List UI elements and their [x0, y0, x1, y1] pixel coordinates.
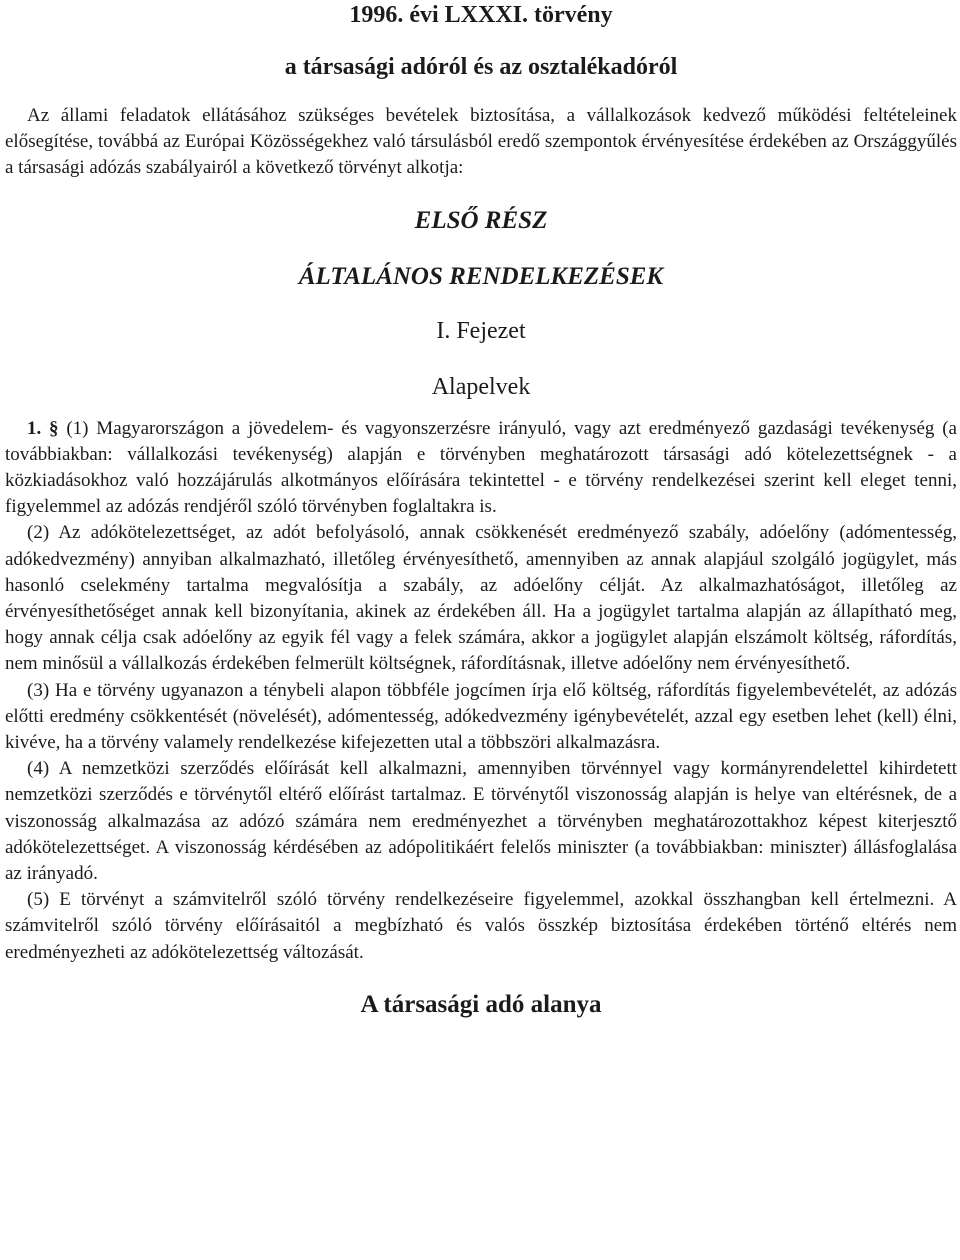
principles-heading: Alapelvek [431, 373, 531, 400]
general-provisions-heading: ÁLTALÁNOS RENDELKEZÉSEK [298, 262, 664, 290]
paragraph-1 [5, 416, 957, 521]
law-subtitle: a társasági adóról és az osztalékadóról [284, 54, 678, 80]
law-title: 1996. évi LXXXI. törvény [349, 2, 613, 28]
paragraph-3: (3) Ha e törvény ugyanazon a ténybeli alapon többféle jogcímen írja elő költség, ráfordítás figyelembevételét, az adózás előtti eredmény csökkentését (növelését), adómentesség, adókedvezmény igénybevételét, azzal egy esetben lehet (kell) élni, kivéve, ha a törvény valamely rendelkezése kifejezetten utal a többszöri alkalmazásra. [5, 679, 957, 754]
preamble-text: Az állami feladatok ellátásához szükséges bevételek biztosítása, a vállalkozások kedvező működési feltételeinek elősegítése, továbbá az Európai Közösségekhez való társulásból eredő szempontok érvényesítése érdekében az Országgyűlés a társasági adózás szabályairól a következő törvényt alkotja: [5, 105, 957, 179]
taxpayer-heading: A társasági adó alanya [360, 990, 602, 1018]
section-number: 1. § [27, 417, 59, 439]
paragraph-2: (2) Az adókötelezettséget, az adót befolyásoló, annak csökkenését eredményező szabály, adóelőny (adómentesség, adókedvezmény) annyiban alkalmazható, illetőleg érvényesíthető, amennyiben az annak alapjául szolgáló jogügylet, más hasonló cselekmény tartalma megvalósítja a szabály, az adóelőny célját. Az alkalmazhatóságot, illetőleg az érvényesíthetőséget annak kell bizonyítania, akinek az érdekében áll. Ha a jogügylet tartalma alapján az állapítható meg, hogy annak célja csak adóelőny az egyik fél vagy a felek számára, akkor a jogügylet alapján elszámolt költség, ráfordítás, nem minősül a vállalkozás érdekében felmerült költségnek, ráfordításnak, illetve adóelőny nem érvényesíthető. [5, 522, 957, 675]
document-page [5, 0, 957, 1020]
paragraph-4: (4) A nemzetközi szerződés előírását kell alkalmazni, amennyiben törvénnyel vagy kormányrendelettel kihirdetett nemzetközi szerződés e törvénytől eltérő előírást tartalmaz. E törvénytől viszonosság alapján is helye van eltérésnek, de a viszonosság alkalmazása az adózó számára nem eredményezhet a törvényben meghatározottakhoz képest kiterjesztő adókötelezettséget. A viszonosság kérdésében az adópolitikáért felelős miniszter (a továbbiakban: miniszter) állásfoglalása az irányadó. [5, 758, 957, 885]
paragraph-5: (5) E törvényt a számvitelről szóló törvény rendelkezéseire figyelemmel, azokkal összhangban kell értelmezni. A számvitelről szóló törvény előírásaitól a megbízható és valós összkép biztosítása érdekében történő eltérés nem eredményezheti az adókötelezettség változását. [5, 889, 957, 963]
paragraph-1-text: (1) Magyarországon a jövedelem- és vagyonszerzésre irányuló, vagy azt eredményező gazdasági tevékenység (a továbbiakban: vállalkozási tevékenység) alapján e törvényben meghatározott társasági adó kötelezettségnek - a közkiadásokhoz való hozzájárulás alkotmányos előírására tekintettel - e törvény rendelkezései szerint kell eleget tenni, figyelemmel az adózás rendjéről szóló törvényben foglaltakra is. [5, 417, 957, 518]
chapter-heading: I. Fejezet [436, 317, 526, 344]
part-heading: ELSŐ RÉSZ [414, 206, 548, 234]
